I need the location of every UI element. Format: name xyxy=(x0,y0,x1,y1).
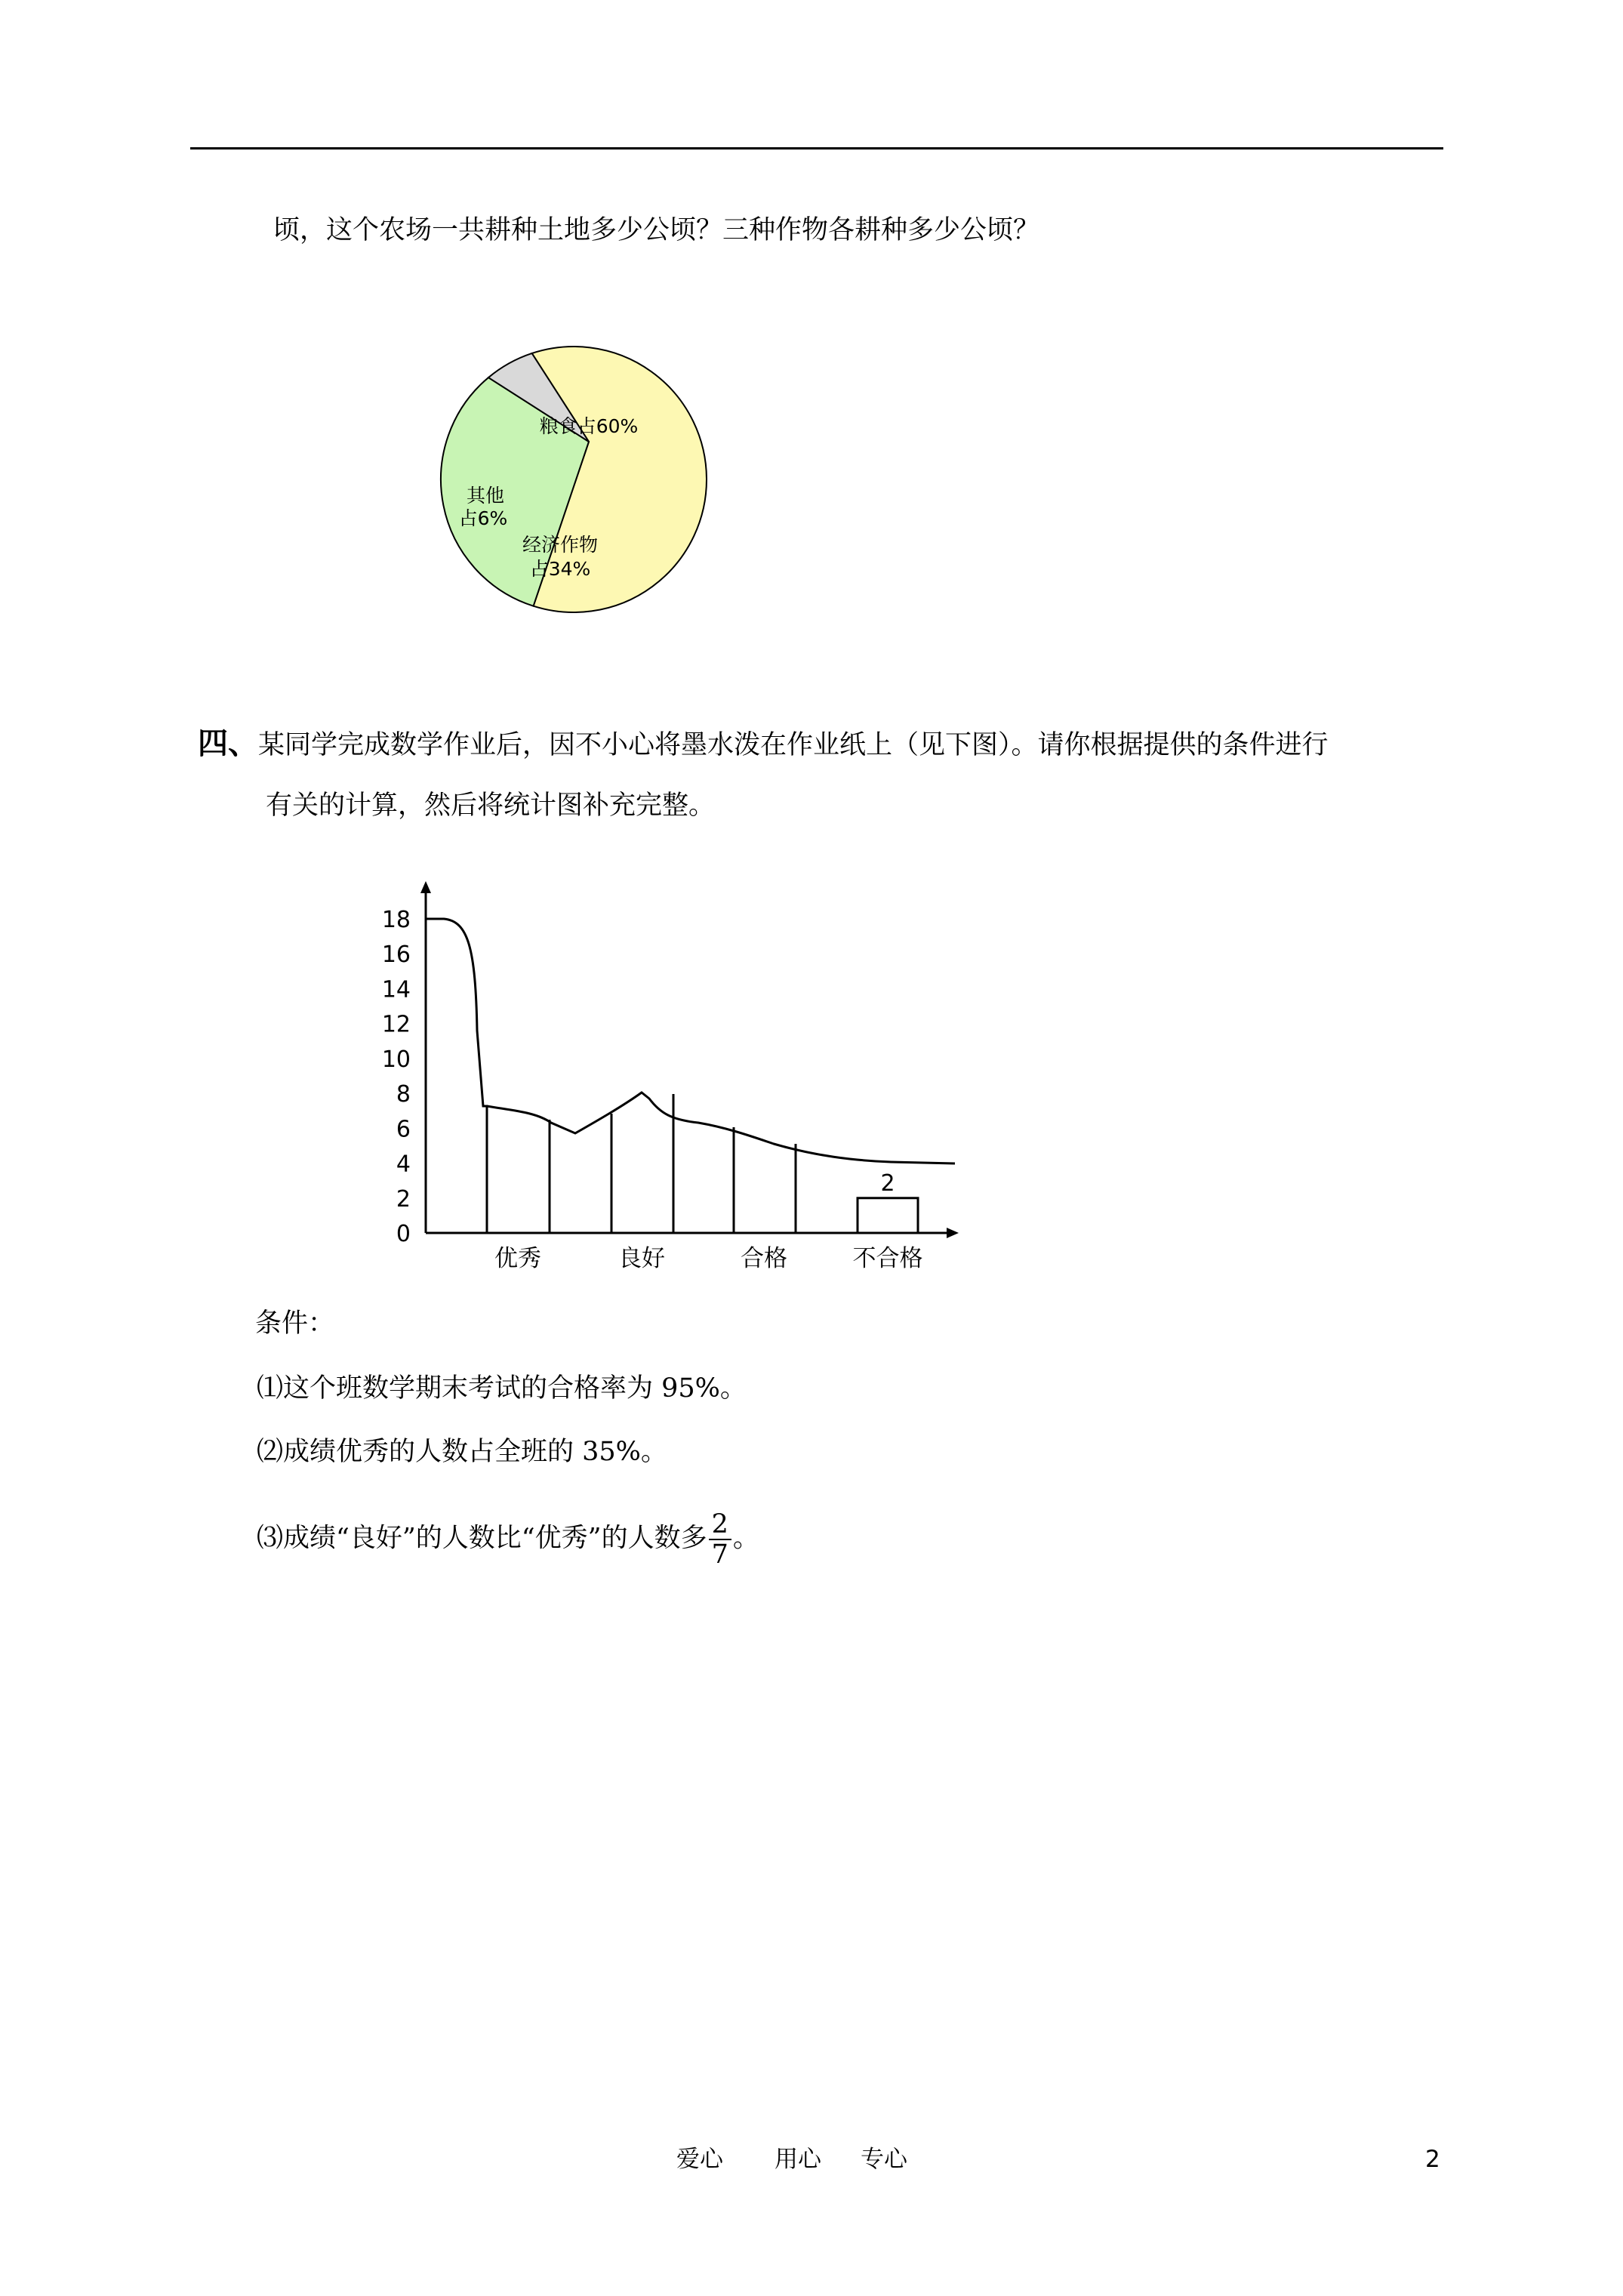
intro-question-line: 顷，这个农场一共耕种土地多少公顷？三种作物各耕种多少公顷？ xyxy=(273,215,1040,245)
header-rule xyxy=(190,147,1443,149)
y-tick-label: 10 xyxy=(381,1046,411,1073)
footer-slogan-2: 用心 xyxy=(775,2146,821,2173)
pie-chart xyxy=(438,344,710,615)
y-tick-label: 12 xyxy=(381,1011,411,1038)
pie-label-other-line2: 占6% xyxy=(458,507,508,529)
y-tick-label: 16 xyxy=(381,942,411,969)
bar-fail-value-label: 2 xyxy=(880,1170,895,1197)
question-number: 四、 xyxy=(198,726,258,761)
pie-label-other-line1: 其他 xyxy=(466,485,505,507)
category-label-excellent: 优秀 xyxy=(494,1245,541,1272)
y-tick-label: 18 xyxy=(381,907,411,933)
fraction-denominator: 7 xyxy=(711,1539,728,1570)
pie-label-econ-line2: 占34% xyxy=(529,558,591,580)
y-tick-label: 4 xyxy=(396,1151,411,1178)
ink-blot-top-edge xyxy=(487,1093,955,1163)
category-label-good: 良好 xyxy=(618,1245,665,1272)
question-4-line2: 有关的计算，然后将统计图补充完整。 xyxy=(266,791,716,821)
ink-blot-outline xyxy=(426,919,487,1233)
question-4-line1: 某同学完成数学作业后，因不小心将墨水泼在作业纸上（见下图）。请你根据提供的条件进行 xyxy=(258,730,1329,760)
pie-label-econ-line1: 经济作物 xyxy=(522,534,599,556)
y-tick-label: 0 xyxy=(396,1221,411,1247)
bar-fail xyxy=(858,1198,918,1233)
condition-2: ⑵成绩优秀的人数占全班的 35%。 xyxy=(257,1437,667,1467)
condition-3-text: ⑶成绩“良好”的人数比“优秀”的人数多 xyxy=(257,1523,707,1554)
condition-3 xyxy=(257,1510,759,1569)
page-number: 2 xyxy=(1425,2146,1440,2173)
fraction-two-sevenths xyxy=(709,1510,731,1569)
footer-slogan-1: 爱心 xyxy=(676,2146,723,2173)
y-axis-arrow xyxy=(420,881,431,893)
category-label-pass: 合格 xyxy=(741,1245,787,1272)
y-tick-label: 14 xyxy=(381,976,411,1003)
y-tick-label: 2 xyxy=(396,1185,411,1213)
footer-slogan-3: 专心 xyxy=(861,2146,907,2173)
category-label-fail: 不合格 xyxy=(852,1245,923,1272)
y-tick-label: 8 xyxy=(396,1081,411,1108)
question-4 xyxy=(198,726,1329,763)
y-tick-label: 6 xyxy=(396,1116,411,1143)
conditions-title: 条件： xyxy=(255,1308,335,1339)
x-axis-arrow xyxy=(947,1228,959,1238)
condition-1: ⑴这个班数学期末考试的合格率为 95%。 xyxy=(257,1373,747,1404)
pie-label-grain: 粮食占60% xyxy=(539,415,639,437)
fraction-numerator: 2 xyxy=(709,1510,731,1540)
bar-chart xyxy=(362,880,966,1280)
condition-3-end: 。 xyxy=(732,1523,759,1554)
